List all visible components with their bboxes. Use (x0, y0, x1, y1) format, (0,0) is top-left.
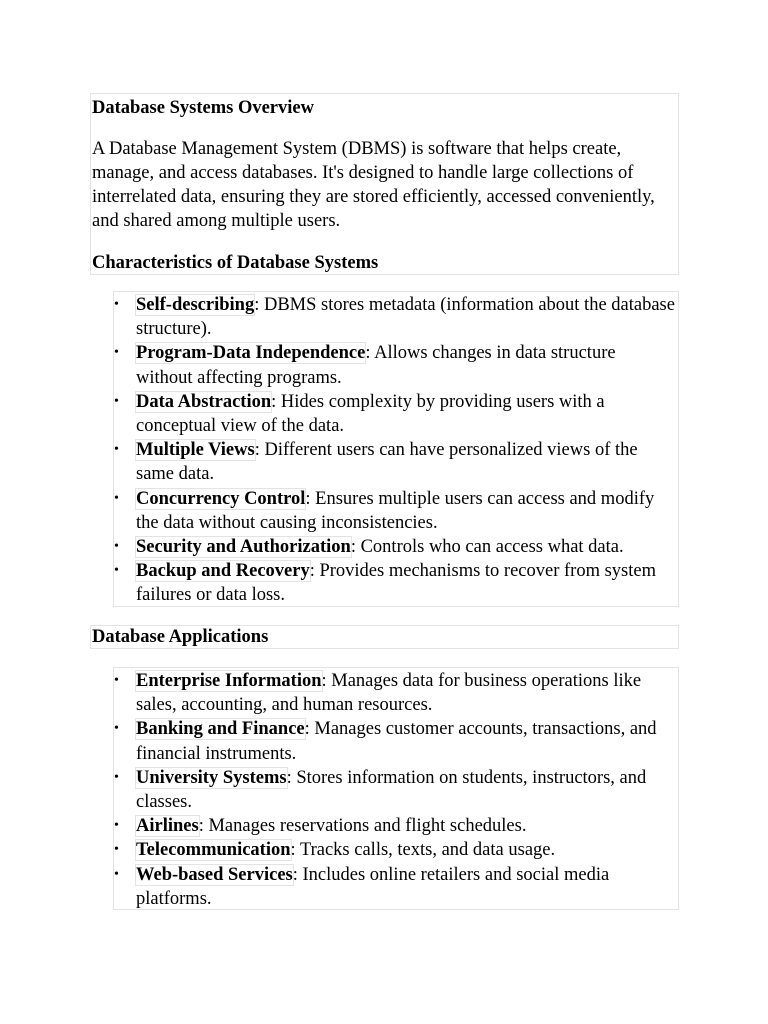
item-term: Airlines (136, 816, 199, 837)
item-term: Enterprise Information (136, 671, 322, 691)
item-description: : Different users can have personalized views of the same data. (136, 440, 638, 485)
list-item (114, 838, 676, 862)
item-term: Data Abstraction (136, 391, 272, 412)
list-item (114, 293, 676, 341)
bullet-icon: • (114, 673, 119, 688)
item-term: Backup and Recovery (136, 561, 310, 582)
list-item (114, 814, 676, 838)
characteristics-heading: Characteristics of Database Systems (92, 253, 379, 273)
item-description: : Hides complexity by providing users with a conceptual view of the data. (136, 391, 605, 437)
list-item (114, 559, 676, 607)
item-term: University Systems (136, 767, 287, 788)
item-description: : Controls who can access what data. (350, 537, 624, 558)
item-term: Security and Authorization (136, 537, 351, 558)
item-description: : Includes online retailers and social media platforms. (136, 864, 610, 909)
bullet-icon: • (114, 721, 119, 737)
applications-heading: Database Applications (92, 627, 269, 647)
applications-list (113, 667, 679, 910)
list-item (114, 390, 676, 438)
list-item (114, 863, 676, 911)
item-term: Multiple Views (136, 440, 255, 461)
item-description: : Ensures multiple users can access and modify the data without causing inconsistencies. (136, 488, 655, 533)
document-title: Database Systems Overview (92, 98, 314, 118)
bullet-icon: • (114, 345, 119, 361)
bullet-icon: • (114, 442, 119, 458)
item-description: : Stores information on students, instructors, and classes. (136, 767, 647, 813)
bullet-icon: • (114, 539, 119, 555)
characteristics-list (113, 291, 679, 607)
item-term: Self-describing (136, 295, 255, 315)
item-term: Program-Data Independence (136, 343, 366, 364)
intro-paragraph: A Database Management System (DBMS) is software that helps create, manage, and access databases. It's designed to handle large collections of interrelated data, ensuring they are stored efficiently, accessed conveniently, and shared among multiple users. (92, 139, 655, 231)
item-description: : Allows changes in data structure without affecting programs. (136, 343, 616, 388)
item-description: : Manages data for business operations like sales, accounting, and human resources. (136, 671, 642, 716)
bullet-icon: • (114, 842, 119, 858)
intro-section (90, 93, 679, 275)
list-item (114, 669, 676, 717)
bullet-icon: • (114, 769, 119, 785)
list-item (114, 717, 676, 765)
item-term: Web-based Services (136, 864, 293, 885)
item-term: Concurrency Control (136, 488, 306, 509)
item-description: : Manages customer accounts, transactions, and financial instruments. (136, 719, 657, 764)
bullet-icon: • (114, 866, 119, 882)
item-description: : Provides mechanisms to recover from system failures or data loss. (136, 561, 656, 606)
list-item (114, 487, 676, 535)
list-item (114, 438, 676, 486)
item-term: Banking and Finance (136, 719, 305, 740)
bullet-icon: • (114, 490, 119, 506)
bullet-icon: • (114, 563, 119, 579)
bullet-icon: • (114, 393, 119, 409)
item-term: Telecommunication (136, 840, 291, 861)
item-description: : Manages reservations and flight schedules. (198, 816, 527, 837)
list-item (114, 766, 676, 814)
item-description: : Tracks calls, texts, and data usage. (290, 840, 556, 861)
list-item (114, 535, 676, 559)
bullet-icon: • (114, 297, 119, 312)
applications-heading-box (90, 625, 679, 649)
bullet-icon: • (114, 818, 119, 834)
list-item (114, 341, 676, 389)
item-description: : DBMS stores metadata (information about the database structure). (136, 295, 675, 340)
